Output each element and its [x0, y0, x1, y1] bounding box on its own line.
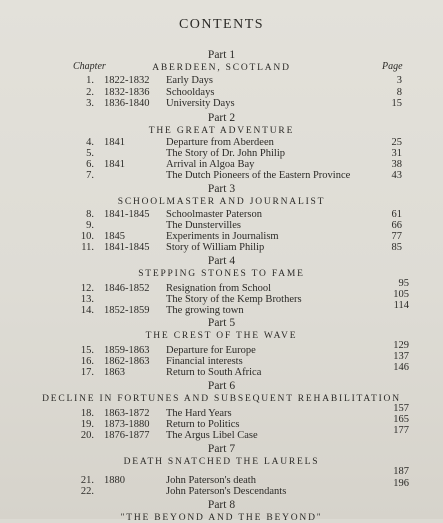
chapter-years: 1876-1877 [104, 430, 150, 441]
toc-entry[interactable] [0, 475, 443, 486]
chapter-number: 18. [80, 408, 94, 419]
part-name: ABERDEEN, SCOTLAND [152, 63, 291, 73]
chapter-years: 1846-1852 [104, 283, 150, 294]
part-label: Part 1 [207, 49, 236, 61]
toc-entry[interactable] [0, 170, 443, 181]
chapter-number: 1. [86, 75, 94, 86]
page-number: 129 [393, 340, 409, 351]
toc-entry[interactable] [0, 220, 443, 231]
chapter-number: 14. [80, 305, 94, 316]
chapter-years: 1845 [104, 231, 125, 242]
chapter-title: Early Days [166, 75, 213, 86]
chapter-title: John Paterson's death [166, 475, 256, 486]
chapter-years: 1862-1863 [104, 356, 150, 367]
page-number: 165 [393, 414, 409, 425]
chapter-number: 19. [80, 419, 94, 430]
part-name: THE GREAT ADVENTURE [148, 126, 295, 136]
chapter-title: Schoolmaster Paterson [166, 209, 262, 220]
chapter-number: 13. [80, 294, 94, 305]
chapter-title: The Argus Libel Case [166, 430, 258, 441]
page-number: 187 [393, 466, 409, 477]
chapter-years: 1859-1863 [104, 345, 150, 356]
chapter-number: 17. [80, 367, 94, 378]
toc-entry[interactable] [0, 419, 443, 430]
toc-entry[interactable] [0, 87, 443, 98]
chapter-number: 22. [80, 486, 94, 497]
toc-entry[interactable] [0, 75, 443, 86]
chapter-page: 3 [396, 75, 402, 86]
toc-entry[interactable] [0, 408, 443, 419]
chapter-years: 1832-1836 [104, 87, 150, 98]
chapter-number: 3. [86, 98, 94, 109]
chapter-page: 8 [396, 87, 402, 98]
toc-entry[interactable] [0, 305, 443, 316]
part-label: Part 3 [207, 183, 236, 195]
chapter-years: 1863-1872 [104, 408, 150, 419]
part-heading [0, 255, 443, 279]
part-label: Part 7 [207, 443, 236, 455]
toc-entry[interactable] [0, 231, 443, 242]
chapter-page: 85 [391, 242, 402, 253]
chapter-number: 15. [80, 345, 94, 356]
chapter-title: The Dutch Pioneers of the Eastern Province [166, 170, 351, 181]
chapter-page: 31 [391, 148, 402, 159]
chapter-title: Return to South Africa [166, 367, 262, 378]
part-name: "THE BEYOND AND THE BEYOND" [120, 513, 323, 523]
toc-entry[interactable] [0, 283, 443, 294]
page-number: 196 [393, 478, 409, 489]
toc-entry[interactable] [0, 430, 443, 441]
chapter-number: 4. [86, 137, 94, 148]
toc-entry[interactable] [0, 356, 443, 367]
part-heading [0, 499, 443, 523]
part-heading [0, 380, 443, 404]
toc-entry[interactable] [0, 294, 443, 305]
part-label: Part 8 [207, 499, 236, 511]
part-name: DEATH SNATCHED THE LAURELS [123, 457, 320, 467]
toc-entry[interactable] [0, 242, 443, 253]
part-heading [0, 183, 443, 207]
chapter-years: 1822-1832 [104, 75, 150, 86]
toc-entry[interactable] [0, 98, 443, 109]
part-name: SCHOOLMASTER AND JOURNALIST [117, 197, 326, 207]
chapter-title: The Story of the Kemp Brothers [166, 294, 302, 305]
part-label: Part 4 [207, 255, 236, 267]
chapter-title: The Hard Years [166, 408, 232, 419]
chapter-page: 43 [391, 170, 402, 181]
chapter-page: 66 [391, 220, 402, 231]
toc-entry[interactable] [0, 209, 443, 220]
chapter-years: 1873-1880 [104, 419, 150, 430]
chapter-page: 25 [391, 137, 402, 148]
part-heading [0, 317, 443, 341]
chapter-years: 1841 [104, 137, 125, 148]
chapter-title: University Days [166, 98, 235, 109]
chapter-number: 10. [80, 231, 94, 242]
chapter-number: 5. [86, 148, 94, 159]
part-label: Part 6 [207, 380, 236, 392]
chapter-number: 21. [80, 475, 94, 486]
chapter-number: 20. [80, 430, 94, 441]
page-number: 177 [393, 425, 409, 436]
toc-entry[interactable] [0, 159, 443, 170]
chapter-years: 1836-1840 [104, 98, 150, 109]
chapter-title: Departure from Aberdeen [166, 137, 274, 148]
chapter-title: Story of William Philip [166, 242, 265, 253]
page-number: 114 [393, 300, 409, 311]
chapter-number: 12. [80, 283, 94, 294]
chapter-years: 1841-1845 [104, 209, 150, 220]
toc-entry[interactable] [0, 367, 443, 378]
page-title: CONTENTS [178, 17, 265, 32]
page-number: 146 [393, 362, 409, 373]
page-number: 157 [393, 403, 409, 414]
chapter-number: 7. [86, 170, 94, 181]
chapter-years: 1841-1845 [104, 242, 150, 253]
toc-entry[interactable] [0, 486, 443, 497]
chapter-page: 77 [391, 231, 402, 242]
page-number: 95 [398, 278, 409, 289]
chapter-number: 8. [86, 209, 94, 220]
chapter-title: Arrival in Algoa Bay [166, 159, 255, 170]
chapter-title: Experiments in Journalism [166, 231, 279, 242]
chapter-title: John Paterson's Descendants [166, 486, 287, 497]
chapter-title: Resignation from School [166, 283, 271, 294]
toc-entry[interactable] [0, 345, 443, 356]
chapter-page: 38 [391, 159, 402, 170]
chapter-years: 1841 [104, 159, 125, 170]
chapter-number: 6. [86, 159, 94, 170]
chapter-title: Financial interests [166, 356, 243, 367]
chapter-title: The Dunstervilles [166, 220, 241, 231]
toc-entry[interactable] [0, 148, 443, 159]
page-number: 105 [393, 289, 409, 300]
part-heading [0, 49, 443, 73]
part-heading [0, 112, 443, 136]
chapter-title: Return to Politics [166, 419, 240, 430]
chapter-number: 11. [81, 242, 94, 253]
part-label: Part 2 [207, 112, 236, 124]
chapter-page: 61 [391, 209, 402, 220]
chapter-title: The Story of Dr. John Philip [166, 148, 286, 159]
page-column-header: Page [382, 61, 403, 72]
part-name: THE CREST OF THE WAVE [145, 331, 298, 341]
chapter-number: 2. [86, 87, 94, 98]
part-label: Part 5 [207, 317, 236, 329]
chapter-number: 9. [86, 220, 94, 231]
toc-entry[interactable] [0, 137, 443, 148]
chapter-page: 15 [391, 98, 402, 109]
part-name: DECLINE IN FORTUNES AND SUBSEQUENT REHABILITATION [42, 394, 401, 404]
chapter-title: Schooldays [166, 87, 215, 98]
chapter-column-header: Chapter [73, 61, 106, 72]
chapter-number: 16. [80, 356, 94, 367]
part-heading [0, 443, 443, 467]
page-number: 137 [393, 351, 409, 362]
chapter-years: 1880 [104, 475, 125, 486]
chapter-years: 1863 [104, 367, 125, 378]
chapter-years: 1852-1859 [104, 305, 150, 316]
chapter-title: Departure for Europe [166, 345, 256, 356]
chapter-title: The growing town [166, 305, 244, 316]
part-name: STEPPING STONES TO FAME [138, 269, 305, 279]
